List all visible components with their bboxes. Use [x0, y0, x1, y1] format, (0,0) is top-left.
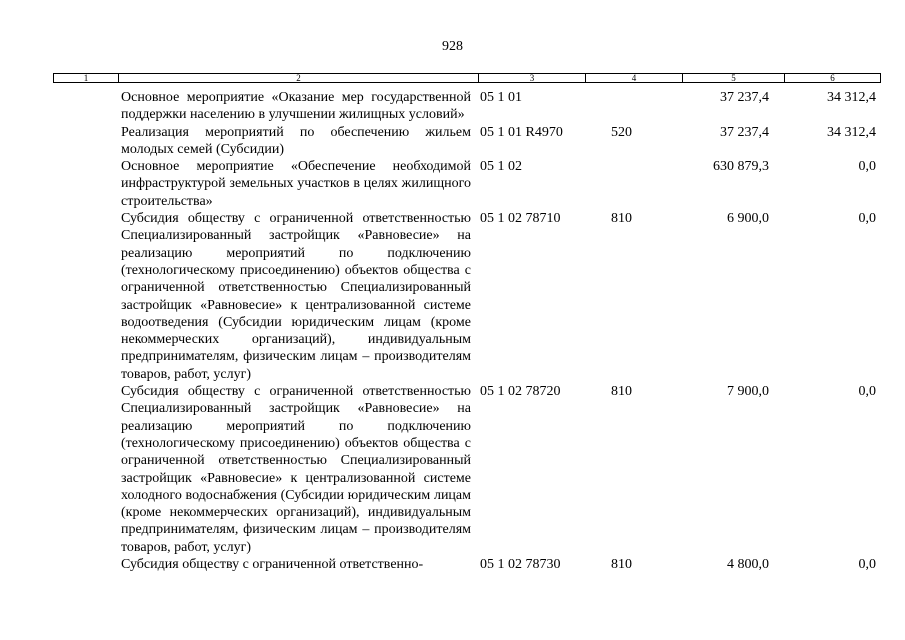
row-name: Субсидия обществу с ограниченной ответственностью Специализированный застройщик «Равновесие» на реализацию мероприятий по подключению (технологическому присоединению) объектов общества с ограниченной ответственностью Специализированный застройщик «Равновесие» к централизованной системе водоотведения (Субсидии юридическим лицам (кроме некоммерческих организаций), индивидуальным предпринимателям, физическим лицам – производителям товаров, работ, услуг)	[121, 211, 471, 382]
page-number: 928	[442, 39, 463, 54]
row-amount-1: 37 237,4	[720, 124, 769, 140]
column-number-5: 5	[683, 74, 785, 82]
row-type: 810	[611, 384, 632, 400]
column-number-2: 2	[119, 74, 479, 82]
row-code: 05 1 02	[480, 159, 522, 175]
column-number-3: 3	[479, 74, 586, 82]
row-code: 05 1 01 R4970	[480, 124, 563, 140]
row-amount-1: 37 237,4	[720, 90, 769, 105]
row-type: 520	[611, 124, 632, 140]
row-name: Субсидия обществу с ограниченной ответственно-	[121, 557, 424, 573]
row-name: Основное мероприятие «Оказание мер государственной поддержки населению в улучшении жилищных условий»	[121, 90, 471, 123]
column-number-4: 4	[586, 74, 683, 82]
row-code: 05 1 02 78720	[480, 384, 561, 400]
row-type: 810	[611, 557, 632, 573]
table-row	[0, 158, 905, 210]
column-number-6: 6	[830, 73, 835, 83]
table-row	[0, 556, 905, 573]
row-amount-2: 0,0	[858, 384, 876, 400]
row-code: 05 1 02 78710	[480, 211, 561, 227]
column-number-1: 1	[54, 74, 119, 82]
row-amount-1: 4 800,0	[727, 557, 769, 573]
row-amount-2: 0,0	[858, 159, 876, 175]
row-name: Реализация мероприятий по обеспечению жильем молодых семей (Субсидии)	[121, 124, 471, 157]
row-amount-2: 34 312,4	[827, 90, 876, 105]
table-row	[0, 383, 905, 556]
row-amount-1: 630 879,3	[713, 159, 769, 175]
row-code: 05 1 02 78730	[480, 557, 561, 573]
row-amount-2: 34 312,4	[827, 124, 876, 140]
row-amount-1: 7 900,0	[727, 384, 769, 400]
row-name: Основное мероприятие «Обеспечение необходимой инфраструктурой земельных участков в целях жилищного строительства»	[121, 159, 471, 209]
row-name: Субсидия обществу с ограниченной ответственностью Специализированный застройщик «Равновесие» на реализацию мероприятий по подключению (технологическому присоединению) объектов общества с ограниченной ответственностью Специализированный застройщик «Равновесие» к централизованной системе холодного водоснабжения (Субсидии юридическим лицам (кроме некоммерческих организаций), индивидуальным предпринимателям, физическим лицам – производителям товаров, работ, услуг)	[121, 384, 471, 555]
row-amount-1: 6 900,0	[727, 211, 769, 227]
column-number-header	[53, 73, 881, 83]
table-row	[0, 89, 905, 124]
row-code: 05 1 01	[480, 90, 522, 105]
row-amount-2: 0,0	[858, 557, 876, 573]
row-type: 810	[611, 211, 632, 227]
budget-table-body	[0, 89, 905, 573]
row-amount-2: 0,0	[858, 211, 876, 227]
table-row	[0, 124, 905, 159]
table-row	[0, 210, 905, 383]
